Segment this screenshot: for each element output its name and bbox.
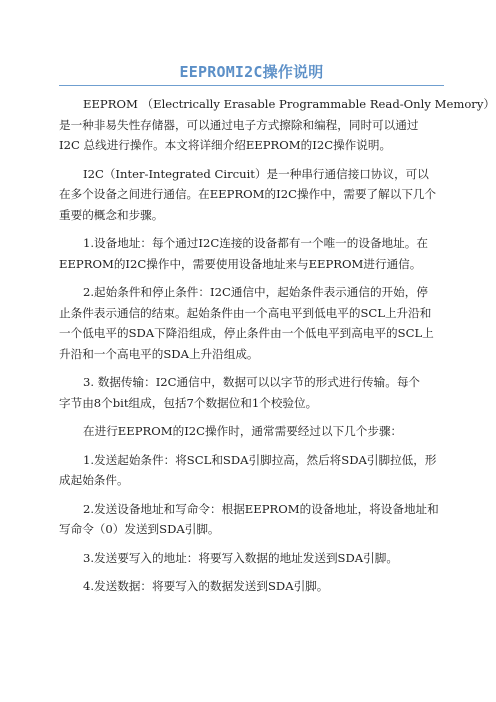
paragraph-line: I2C 总线进行操作。本文将详细介绍EEPROM的I2C操作说明。 bbox=[59, 138, 392, 152]
paragraph bbox=[59, 233, 444, 274]
paragraph-line: 成起始条件。 bbox=[59, 473, 129, 487]
paragraph-line: 重要的概念和步骤。 bbox=[59, 207, 164, 222]
paragraph-line: 1.发送起始条件：将SCL和SDA引脚拉高，然后将SDA引脚拉低，形 bbox=[83, 452, 437, 467]
paragraph-line: EEPROM （Electrically Erasable Programmable Read-Only Memory） bbox=[83, 97, 495, 111]
paragraph bbox=[59, 421, 444, 442]
paragraph-line: 升沿和一个高电平的SDA上升沿组成。 bbox=[59, 346, 259, 361]
paragraph-line: 在多个设备之间进行通信。在EEPROM的I2C操作中，需要了解以下几个 bbox=[59, 187, 437, 201]
paragraph bbox=[59, 576, 444, 597]
paragraph-line: I2C（Inter-Integrated Circuit）是一种串行通信接口协议，可以 bbox=[83, 166, 429, 181]
paragraph-line: 字节由8个bit组成，包括7个数据位和1个校验位。 bbox=[59, 395, 318, 410]
paragraph bbox=[59, 372, 444, 413]
paragraph-line: 1.设备地址：每个通过I2C连接的设备都有一个唯一的设备地址。在 bbox=[83, 236, 428, 250]
paragraph-line: 2.起始条件和停止条件：I2C通信中，起始条件表示通信的开始，停 bbox=[83, 285, 428, 299]
paragraph bbox=[59, 548, 444, 569]
paragraph-line: 写命令（0）发送到SDA引脚。 bbox=[59, 522, 220, 536]
title-divider bbox=[59, 85, 444, 86]
document-title: EEPROMI2C操作说明 bbox=[179, 63, 324, 81]
paragraph bbox=[59, 282, 444, 364]
paragraph-line: 2.发送设备地址和写命令：根据EEPROM的设备地址，将设备地址和 bbox=[83, 501, 439, 516]
paragraph-line: 3.发送要写入的地址：将要写入数据的地址发送到SDA引脚。 bbox=[83, 550, 398, 565]
paragraph bbox=[59, 499, 444, 540]
paragraph bbox=[59, 94, 495, 156]
paragraph-line: 在进行EEPROM的I2C操作时，通常需要经过以下几个步骤： bbox=[83, 424, 403, 438]
paragraph-line: 是一种非易失性存储器，可以通过电子方式擦除和编程，同时可以通过 bbox=[59, 117, 419, 132]
paragraph-line: EEPROM的I2C操作中，需要使用设备地址来与EEPROM进行通信。 bbox=[59, 256, 422, 271]
paragraph-line: 3. 数据传输：I2C通信中，数据可以以字节的形式进行传输。每个 bbox=[83, 375, 421, 389]
paragraph-line: 止条件表示通信的结束。起始条件由一个高电平到低电平的SCL上升沿和 bbox=[59, 305, 432, 320]
paragraph-line: 一个低电平的SDA下降沿组成，停止条件由一个低电平到高电平的SCL上 bbox=[59, 326, 434, 340]
document-body bbox=[59, 94, 495, 597]
paragraph-line: 4.发送数据：将要写入的数据发送到SDA引脚。 bbox=[83, 579, 329, 593]
paragraph bbox=[59, 164, 444, 226]
paragraph bbox=[59, 450, 444, 491]
